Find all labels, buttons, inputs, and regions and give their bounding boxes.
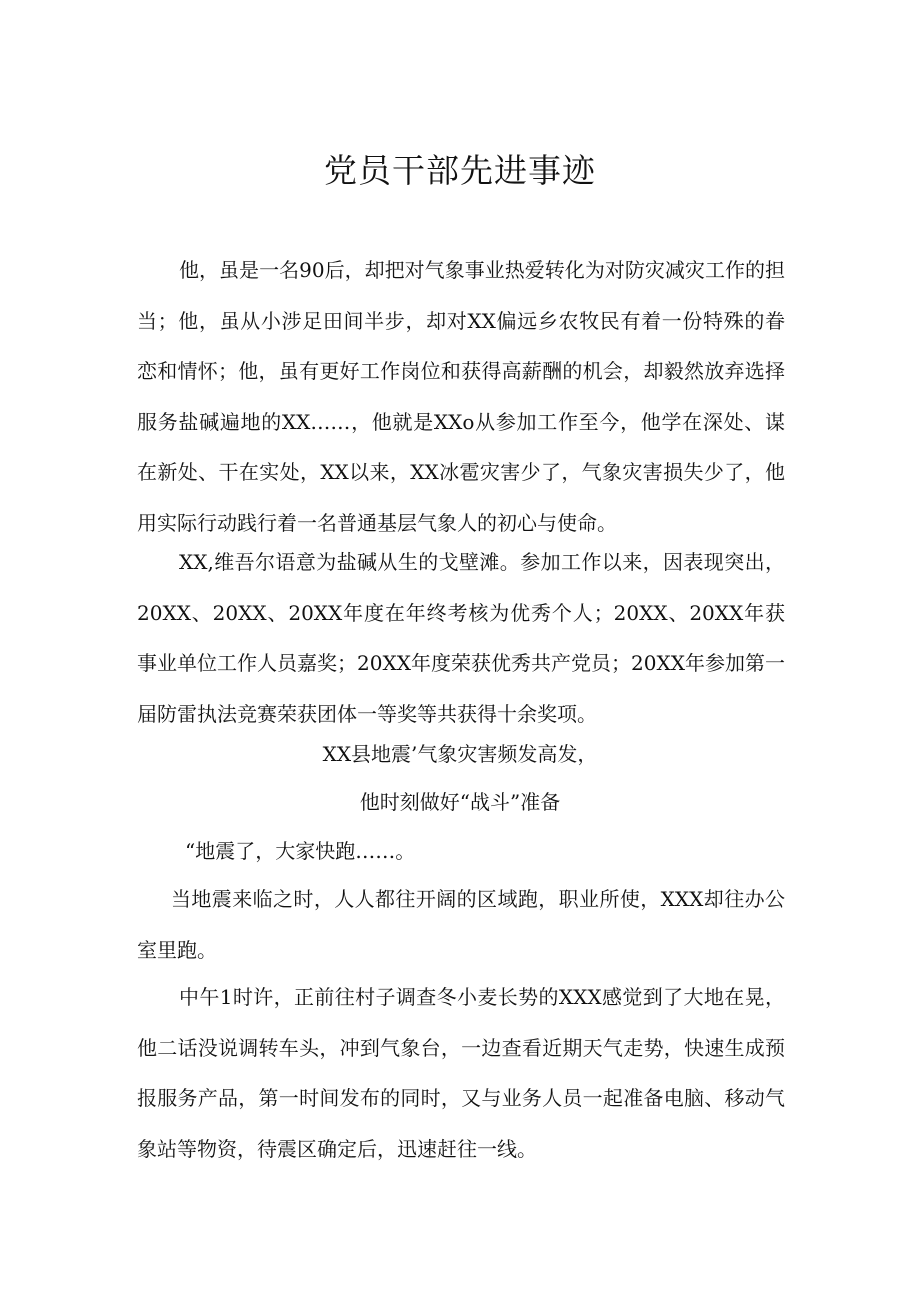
page-title: 党员干部先进事迹: [324, 151, 596, 190]
paragraph-awards: XX,维吾尔语意为盐碱从生的戈壁滩。参加工作以来，因表现突出，20XX、20XX、20XX年度在年终考核为优秀个人；20XX、20XX年获事业单位工作人员嘉奖；20XX年度荣获优秀共产党员；20XX年参加第一届防雷执法竞赛荣获团体一等奖等共获得十余奖项。: [137, 550, 785, 726]
paragraph-earthquake-response: 当地震来临之时，人人都往开阔的区域跑，职业所使，XXX却往办公室里跑。: [137, 887, 785, 962]
section-heading-line-2: 他时刻做好“战斗”准备: [359, 790, 561, 814]
paragraph-noon-action: 中午1时许，正前往村子调查冬小麦长势的XXX感觉到了大地在晃，他二话没说调转车头，冲到气象台，一边查看近期天气走势，快速生成预报服务产品，第一时间发布的同时，又与业务人员一起准备电脑、移动气象站等物资，待震区确定后，迅速赶往一线。: [137, 985, 785, 1161]
paragraph-introduction: 他，虽是一名90后，却把对气象事业热爱转化为对防灾减灾工作的担当；他，虽从小涉足田间半步，却对XX偏远乡农牧民有着一份特殊的眷恋和情怀；他，虽有更好工作岗位和获得高薪酬的机会，却毅然放弃选择服务盐碱遍地的XX……，他就是XXo从参加工作至今，他学在深处、谋在新处、干在实处，XX以来，XX冰雹灾害少了，气象灾害损失少了，他用实际行动践行着一名普通基层气象人的初心与使命。: [137, 258, 785, 535]
section-heading-line-1: XX县地震’气象灾害频发高发，: [322, 742, 598, 766]
paragraph-quote: “地震了，大家快跑……。: [185, 839, 416, 863]
